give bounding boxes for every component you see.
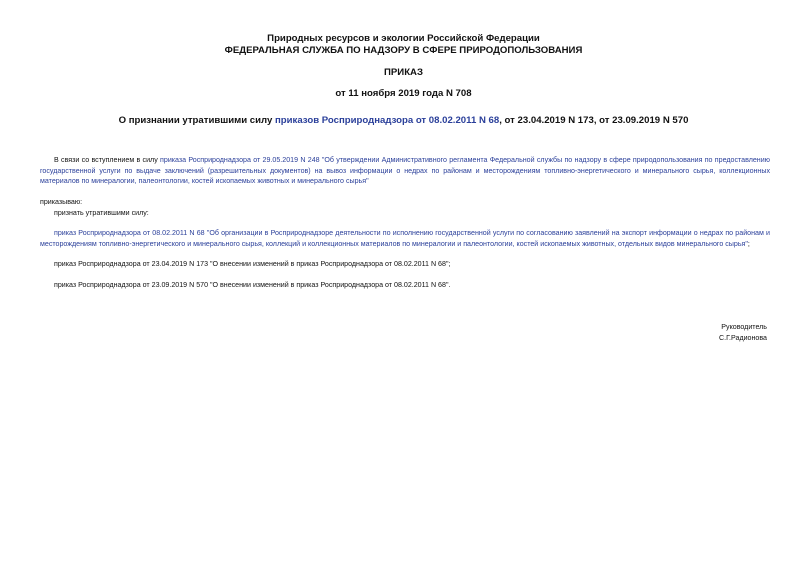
signature-position: Руководитель: [721, 323, 767, 331]
signature-name: С.Г.Радионова: [718, 333, 767, 342]
declare-text: признать утратившими силу:: [54, 209, 149, 217]
doc-date-number: от 11 ноября 2019 года N 708: [335, 88, 472, 99]
item-1: [40, 228, 770, 249]
item-1-link[interactable]: приказ Росприроднадзора от 08.02.2011 N 68 "Об организации в Росприроднадзоре деятельности по исполнению государственной услуги по согласованию заявлений на экспорт информации о недрах по районам и месторождениям топливно-энергетического и минерального сырья, коллекций и коллекционных материалов по минералогии и палеонтологии, костей ископаемых животных, отдельных видов минерального сырья": [40, 229, 770, 248]
title-prefix: О признании утратившими силу: [118, 115, 275, 126]
document-title: [0, 115, 807, 126]
item-2: приказ Росприроднадзора от 23.04.2019 N 173 "О внесении изменений в приказ Росприроднадзора от 08.02.2011 N 68";: [54, 260, 451, 268]
title-suffix: , от 23.04.2019 N 173, от 23.09.2019 N 570: [499, 115, 689, 126]
order-word: приказываю:: [40, 198, 83, 206]
item-1-tail: ;: [747, 239, 750, 248]
signature-block: [719, 322, 767, 343]
item-3: приказ Росприроднадзора от 23.09.2019 N 570 "О внесении изменений в приказ Росприроднадзора от 08.02.2011 N 68".: [54, 281, 451, 289]
doc-type-heading: ПРИКАЗ: [384, 67, 423, 78]
ministry-heading: Природных ресурсов и экологии Российской Федерации: [267, 33, 540, 44]
title-link[interactable]: приказов Росприроднадзора от 08.02.2011 N 68: [275, 115, 500, 126]
preamble-link[interactable]: приказа Росприроднадзора от 29.05.2019 N 248 "Об утверждении Административного регламента Федеральной службы по надзору в сфере природопользования по предоставлению государственной услуги по выдаче заключений (разрешительных документов) на вывоз информации о недрах по районам и месторождениям топливно-энергетического и минерального сырья, коллекционных материалов по минералогии, палеонтологии, костей ископаемых животных и минерального сырья": [40, 156, 771, 185]
service-heading: ФЕДЕРАЛЬНАЯ СЛУЖБА ПО НАДЗОРУ В СФЕРЕ ПРИРОДОПОЛЬЗОВАНИЯ: [224, 45, 583, 56]
preamble-prefix: В связи со вступлением в силу: [54, 156, 161, 164]
preamble-paragraph: [40, 155, 770, 187]
